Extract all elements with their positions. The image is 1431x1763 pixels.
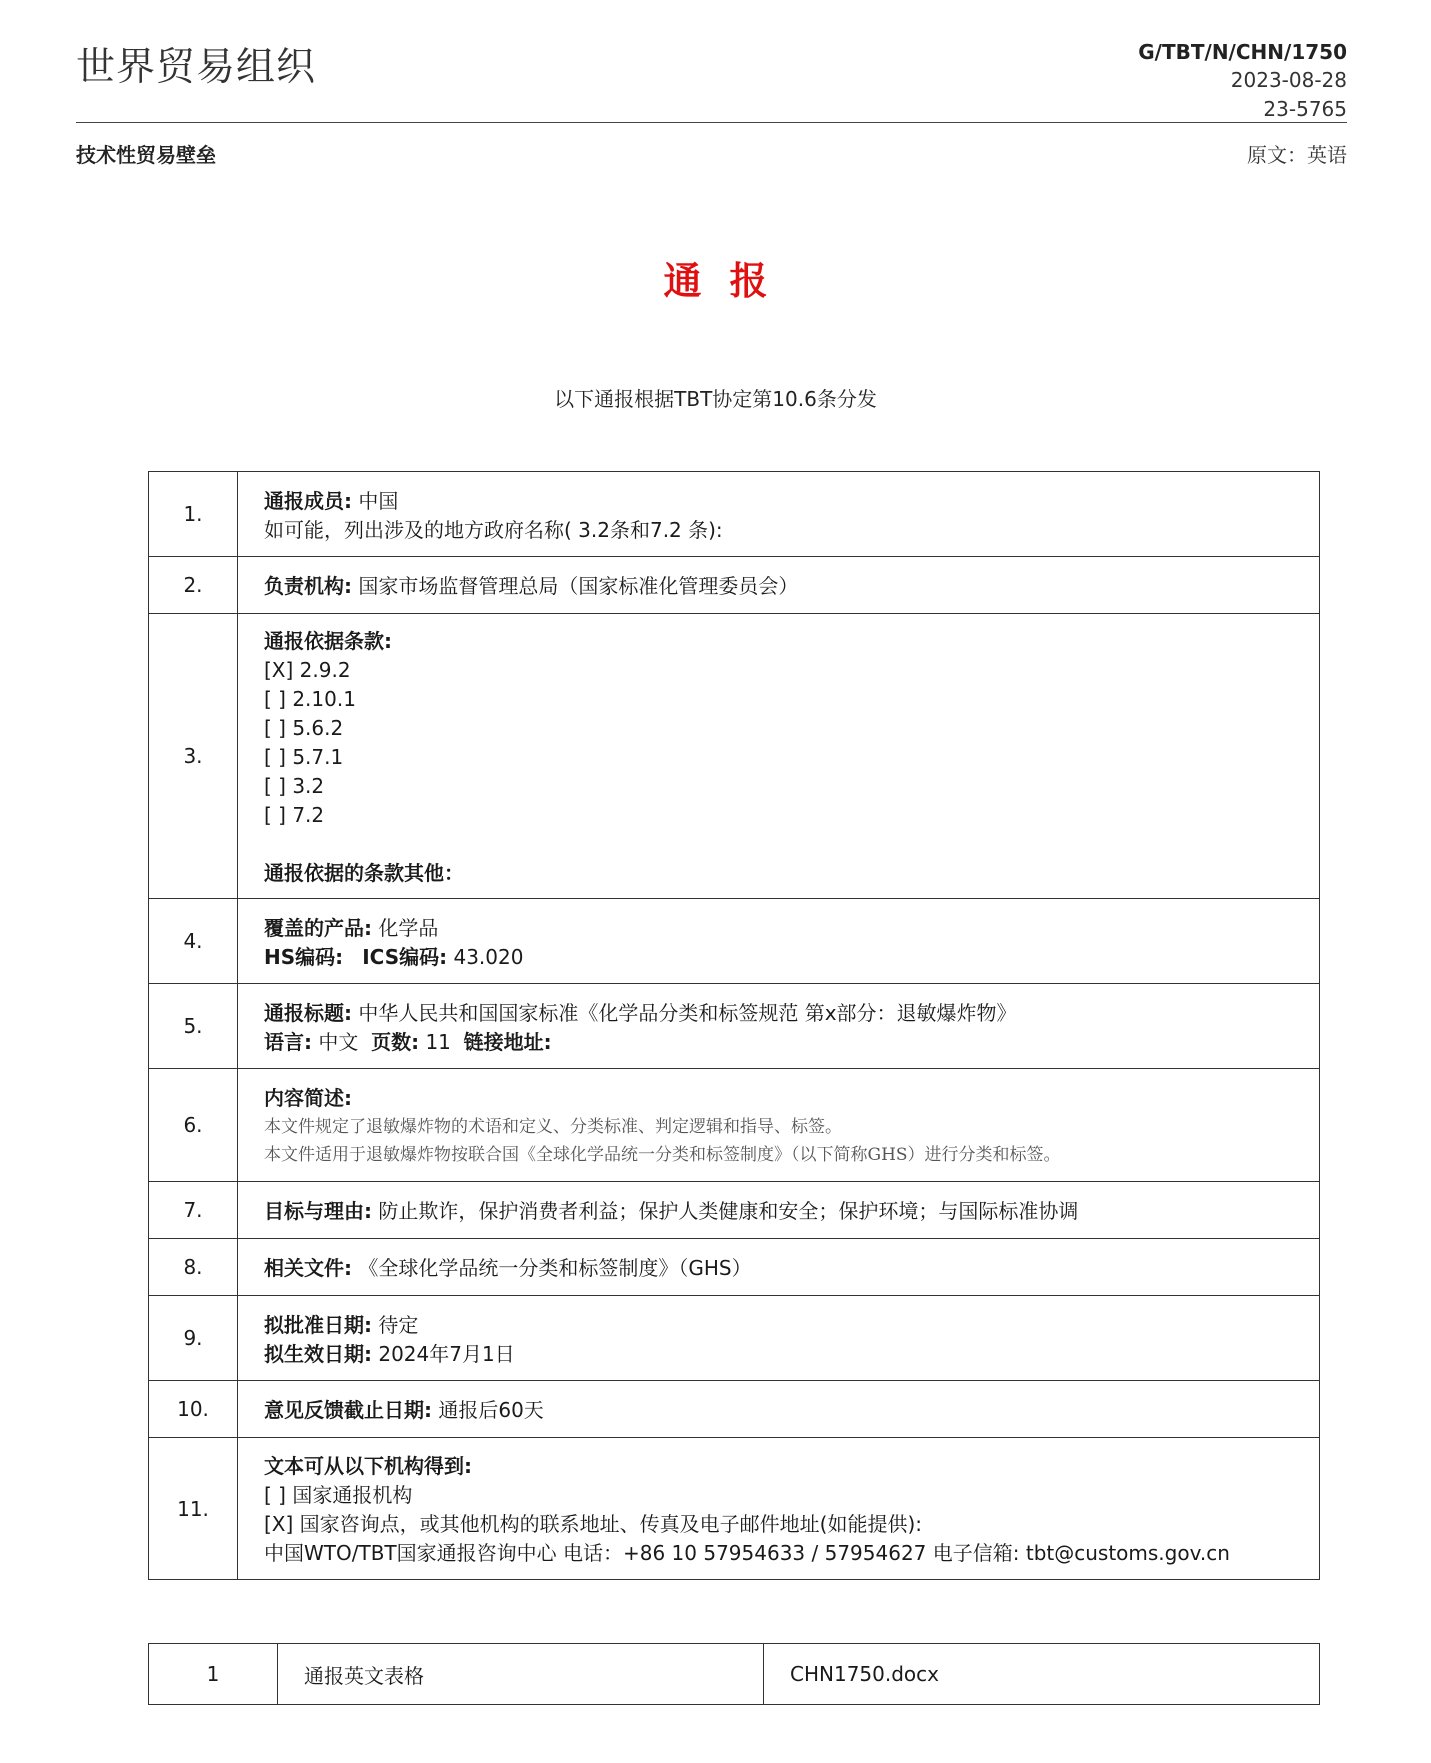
row-content <box>238 984 1320 1069</box>
row-number: 8. <box>149 1239 238 1296</box>
checkbox-option: [ ] 2.10.1 <box>264 687 356 711</box>
document-date: 2023-08-28 <box>1230 68 1347 92</box>
table-row <box>149 472 1320 557</box>
table-row <box>149 1069 1320 1182</box>
row-content <box>238 1438 1320 1580</box>
row-content <box>238 614 1320 899</box>
page-title: 通报 <box>663 259 796 303</box>
field-label: 通报标题: <box>264 1000 352 1025</box>
document-number: 23-5765 <box>1263 97 1347 121</box>
row-content <box>238 1381 1320 1438</box>
field-label: ICS编码: <box>362 944 448 969</box>
row-number: 2. <box>149 557 238 614</box>
org-name: 世界贸易组织 <box>76 45 317 90</box>
field-label: HS编码: <box>264 944 344 969</box>
row-number: 4. <box>149 899 238 984</box>
field-value: 中国 <box>358 488 399 513</box>
row-content <box>238 472 1320 557</box>
field-label: 文本可从以下机构得到: <box>264 1454 472 1478</box>
row-content <box>238 899 1320 984</box>
field-value: 《全球化学品统一分类和标签制度》（GHS） <box>358 1256 752 1280</box>
row-content <box>238 557 1320 614</box>
field-label: 相关文件: <box>264 1256 352 1280</box>
table-row <box>149 1182 1320 1239</box>
row-number: 9. <box>149 1296 238 1381</box>
field-label: 负责机构: <box>264 574 352 598</box>
row-number: 1. <box>149 472 238 557</box>
checkbox-option: [ ] 国家通报机构 <box>264 1483 413 1507</box>
field-value: 待定 <box>378 1312 419 1337</box>
field-value: 2024年7月1日 <box>378 1341 515 1366</box>
field-label: 意见反馈截止日期: <box>264 1398 432 1422</box>
field-value: 本文件适用于退敏爆炸物按联合国《全球化学品统一分类和标签制度》（以下简称GHS）进行分类和标签。 <box>264 1145 1061 1165</box>
field-value: 国家市场监督管理总局（国家标准化管理委员会） <box>358 574 799 598</box>
field-label: 内容简述: <box>264 1086 352 1110</box>
checkbox-option: [ ] 5.6.2 <box>264 716 344 740</box>
row-number: 5. <box>149 984 238 1069</box>
field-value: 中文 <box>318 1029 359 1054</box>
attachment-name: 通报英文表格 <box>278 1644 764 1705</box>
field-label: 语言: <box>264 1029 312 1054</box>
row-content <box>238 1296 1320 1381</box>
field-value: 通报后60天 <box>438 1398 544 1422</box>
field-label: 通报依据条款: <box>264 629 392 653</box>
contact-info: 中国WTO/TBT国家通报咨询中心 电话：+86 10 57954633 / 57954627 电子信箱: tbt@customs.gov.cn <box>264 1541 1230 1565</box>
row-number: 3. <box>149 614 238 899</box>
field-value: 本文件规定了退敏爆炸物的术语和定义、分类标准、判定逻辑和指导、标签。 <box>264 1117 842 1137</box>
table-row <box>149 1239 1320 1296</box>
table-row <box>149 1296 1320 1381</box>
field-label: 拟批准日期: <box>264 1312 372 1337</box>
original-language: 原文：英语 <box>1247 143 1347 167</box>
notification-table <box>148 471 1320 1580</box>
row-content <box>238 1239 1320 1296</box>
field-value: 防止欺诈，保护消费者利益；保护人类健康和安全；保护环境；与国际标准协调 <box>378 1199 1079 1223</box>
checkbox-option: [ ] 3.2 <box>264 774 325 798</box>
row-number: 6. <box>149 1069 238 1182</box>
field-label: 通报成员: <box>264 488 352 513</box>
table-row <box>149 899 1320 984</box>
table-row <box>149 1381 1320 1438</box>
checkbox-option: [X] 2.9.2 <box>264 658 351 682</box>
field-label: 链接地址: <box>463 1029 552 1054</box>
row-number: 10. <box>149 1381 238 1438</box>
attachment-file-link[interactable]: CHN1750.docx <box>764 1644 1320 1705</box>
row-content <box>238 1069 1320 1182</box>
header-divider <box>76 122 1347 123</box>
field-value: 43.020 <box>453 944 524 969</box>
checkbox-option: [ ] 7.2 <box>264 803 325 827</box>
checkbox-option: [X] 国家咨询点，或其他机构的联系地址、传真及电子邮件地址(如能提供): <box>264 1512 923 1536</box>
table-row <box>149 1438 1320 1580</box>
field-label: 覆盖的产品: <box>264 915 372 940</box>
document-meta <box>1138 38 1347 124</box>
committee-name: 技术性贸易壁垒 <box>76 143 216 167</box>
table-row <box>149 1644 1320 1705</box>
table-row <box>149 984 1320 1069</box>
checkbox-option: [ ] 5.7.1 <box>264 745 344 769</box>
row-number: 11. <box>149 1438 238 1580</box>
field-value: 如可能，列出涉及的地方政府名称( 3.2条和7.2 条): <box>264 517 723 542</box>
attachment-index: 1 <box>149 1644 278 1705</box>
document-symbol: G/TBT/N/CHN/1750 <box>1138 40 1347 64</box>
row-content <box>238 1182 1320 1239</box>
field-value: 11 <box>425 1029 451 1054</box>
intro-text: 以下通报根据TBT协定第10.6条分发 <box>554 387 877 411</box>
table-row <box>149 557 1320 614</box>
field-value: 中华人民共和国国家标准《化学品分类和标签规范 第x部分：退敏爆炸物》 <box>358 1000 1017 1025</box>
attachment-table <box>148 1643 1320 1705</box>
row-number: 7. <box>149 1182 238 1239</box>
field-value: 化学品 <box>378 915 439 940</box>
table-row <box>149 614 1320 899</box>
field-label: 目标与理由: <box>264 1199 372 1223</box>
field-label: 页数: <box>371 1029 420 1054</box>
field-label: 拟生效日期: <box>264 1341 372 1366</box>
field-label: 通报依据的条款其他： <box>264 861 464 885</box>
